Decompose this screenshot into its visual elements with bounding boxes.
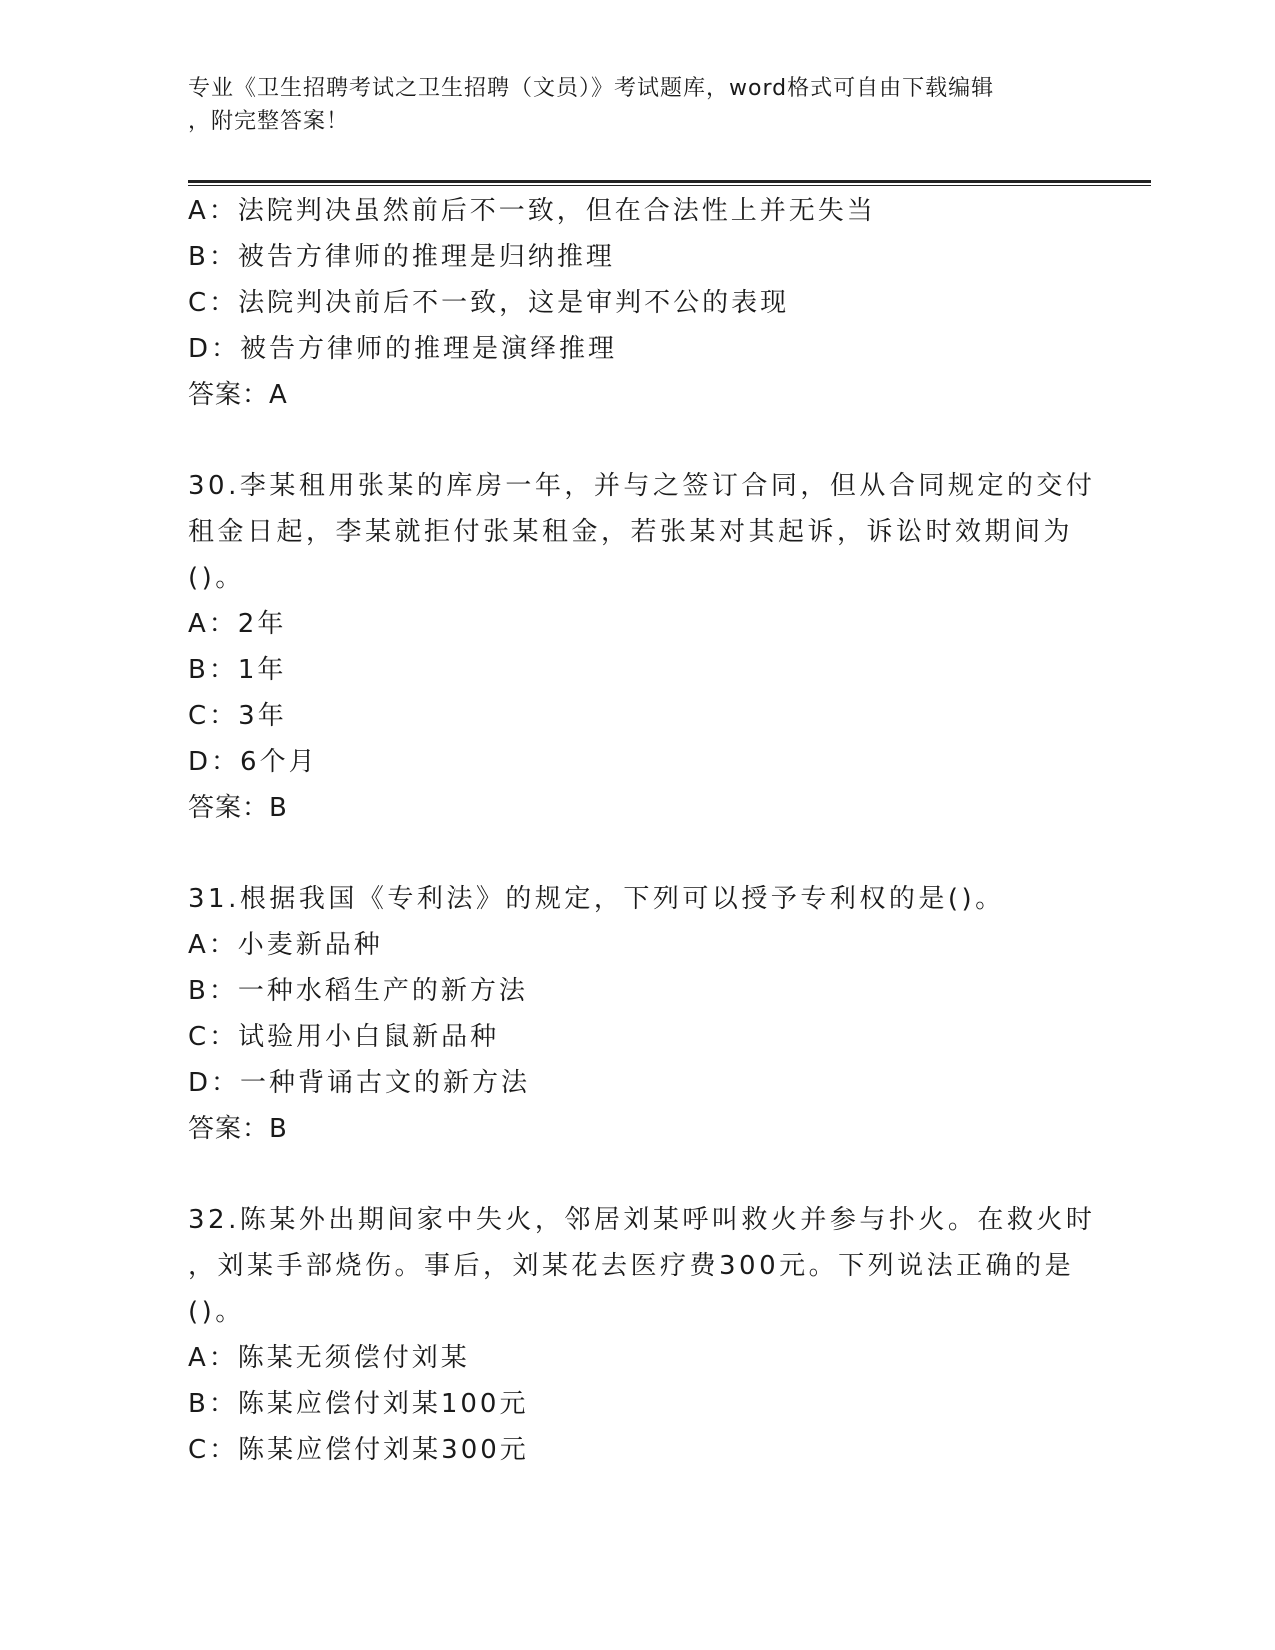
question-32 [188, 1197, 1096, 1473]
question-stem-line: 30.李某租用张某的库房一年，并与之签订合同，但从合同规定的交付 [188, 471, 1096, 501]
question-31 [188, 876, 1088, 1152]
header-line-2: ，附完整答案！ [188, 109, 350, 134]
question-stem-line: ，刘某手部烧伤。事后，刘某花去医疗费300元。下列说法正确的是 [188, 1251, 1075, 1281]
option-c: C：法院判决前后不一致，这是审判不公的表现 [188, 288, 790, 318]
option-c: C：3年 [188, 701, 287, 731]
header-line-1: 专业《卫生招聘考试之卫生招聘（文员）》考试题库，word格式可自由下载编辑 [188, 76, 995, 101]
question-stem-line: 31.根据我国《专利法》的规定，下列可以授予专利权的是()。 [188, 884, 1005, 914]
option-d: D：一种背诵古文的新方法 [188, 1068, 531, 1098]
question-stem-line: ()。 [188, 1297, 245, 1327]
answer-line: 答案：B [188, 1114, 288, 1144]
option-c: C：陈某应偿付刘某300元 [188, 1435, 529, 1465]
option-a: A：2年 [188, 609, 287, 639]
question-stem-line: 32.陈某外出期间家中失火，邻居刘某呼叫救火并参与扑火。在救火时 [188, 1205, 1096, 1235]
option-a: A：陈某无须偿付刘某 [188, 1343, 470, 1373]
question-29 [188, 188, 1088, 418]
question-stem-line: ()。 [188, 563, 245, 593]
question-stem-line: 租金日起，李某就拒付张某租金，若张某对其起诉，诉讼时效期间为 [188, 517, 1074, 547]
document-header [188, 72, 1068, 138]
option-b: B：陈某应偿付刘某100元 [188, 1389, 529, 1419]
option-d: D：被告方律师的推理是演绎推理 [188, 334, 618, 364]
answer-line: 答案：A [188, 380, 288, 410]
question-30 [188, 463, 1096, 831]
option-b: B：被告方律师的推理是归纳推理 [188, 242, 615, 272]
header-divider-thin [188, 185, 1151, 186]
option-b: B：一种水稻生产的新方法 [188, 976, 528, 1006]
answer-line: 答案：B [188, 793, 288, 823]
header-divider-thick [188, 180, 1151, 183]
option-b: B：1年 [188, 655, 287, 685]
question-list [188, 188, 1096, 1473]
option-a: A：法院判决虽然前后不一致，但在合法性上并无失当 [188, 196, 876, 226]
option-a: A：小麦新品种 [188, 930, 383, 960]
option-c: C：试验用小白鼠新品种 [188, 1022, 500, 1052]
option-d: D：6个月 [188, 747, 318, 777]
